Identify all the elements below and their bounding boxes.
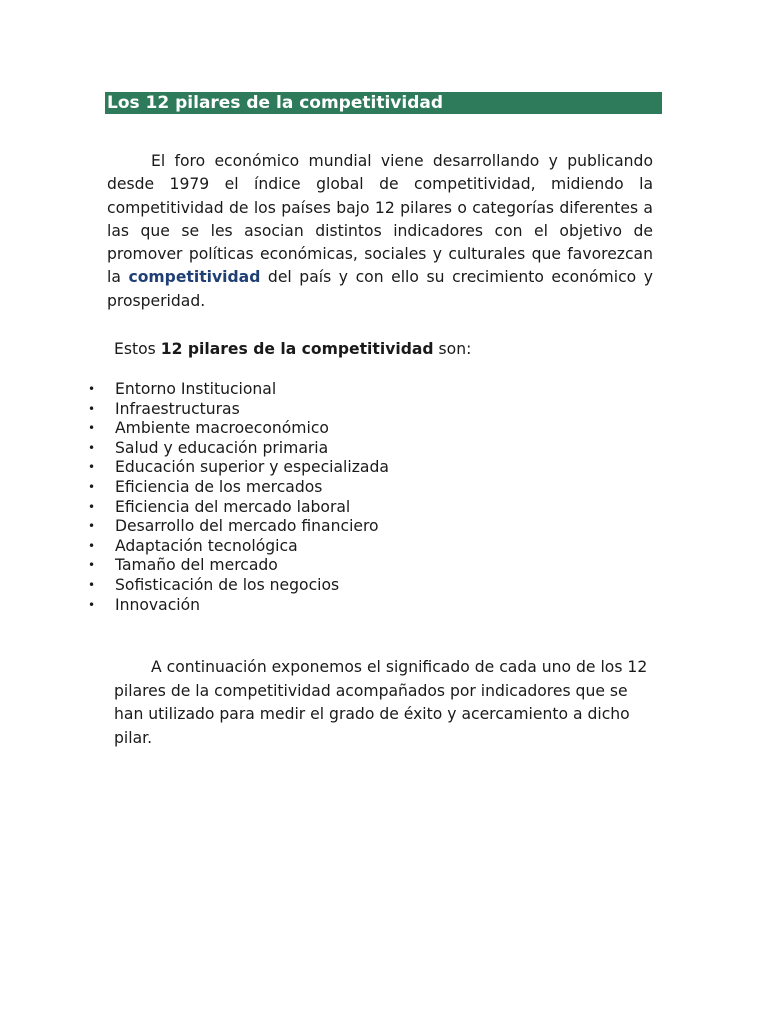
bullet-icon: •	[88, 440, 96, 455]
lead-bold-phrase: 12 pilares de la competitividad	[160, 340, 434, 358]
bullet-icon: •	[88, 479, 96, 494]
bullet-icon: •	[88, 401, 96, 416]
lead-suffix: son:	[433, 340, 472, 358]
pillar-label: Sofisticación de los negocios	[115, 575, 340, 594]
document-title: Los 12 pilares de la competitividad	[107, 93, 443, 113]
bullet-icon: •	[88, 538, 96, 553]
pillar-label: Educación superior y especializada	[115, 458, 389, 477]
pillar-label: Ambiente macroeconómico	[115, 419, 329, 438]
intro-text-start: El foro económico mundial viene desarrollando y publicando desde 1979 el índice global de competitividad, midiendo la competitividad de los países bajo 12 pilares o categorías diferentes a las que se les asocian distintos indicadores con el objetivo de promover políticas económicas, sociales y culturales que favorezcan la	[107, 152, 653, 287]
bullet-icon: •	[88, 499, 96, 514]
bullet-icon: •	[88, 382, 96, 396]
pillar-label: Innovación	[115, 595, 201, 614]
bullet-icon: •	[88, 519, 96, 534]
pillar-label: Salud y educación primaria	[115, 438, 329, 457]
pillar-label: Desarrollo del mercado financiero	[115, 517, 379, 536]
intro-text-end: del país y con ello su crecimiento económico y prosperidad.	[107, 268, 653, 310]
pillars-lead-sentence	[114, 338, 471, 360]
bullet-icon: •	[88, 558, 96, 573]
bullet-icon: •	[88, 421, 96, 436]
pillar-label: Entorno Institucional	[115, 380, 277, 398]
intro-paragraph	[107, 150, 653, 313]
pillar-label: Eficiencia del mercado laboral	[115, 497, 351, 516]
bullet-icon: •	[88, 460, 96, 475]
competitividad-link[interactable]: competitividad	[128, 268, 261, 287]
pillar-label: Tamaño del mercado	[115, 556, 278, 575]
bullet-icon: •	[88, 577, 96, 592]
pillar-label: Adaptación tecnológica	[115, 536, 298, 555]
title-banner	[105, 92, 662, 114]
lead-prefix: Estos	[114, 340, 161, 358]
bullet-icon: •	[88, 597, 96, 612]
outro-paragraph: A continuación exponemos el significado de cada uno de los 12 pilares de la competitividad acompañados por indicadores que se han utilizado para medir el grado de éxito y acercamiento a dicho pilar.	[114, 658, 648, 747]
pillar-label: Eficiencia de los mercados	[115, 477, 323, 496]
pillar-label: Infraestructuras	[115, 399, 240, 418]
